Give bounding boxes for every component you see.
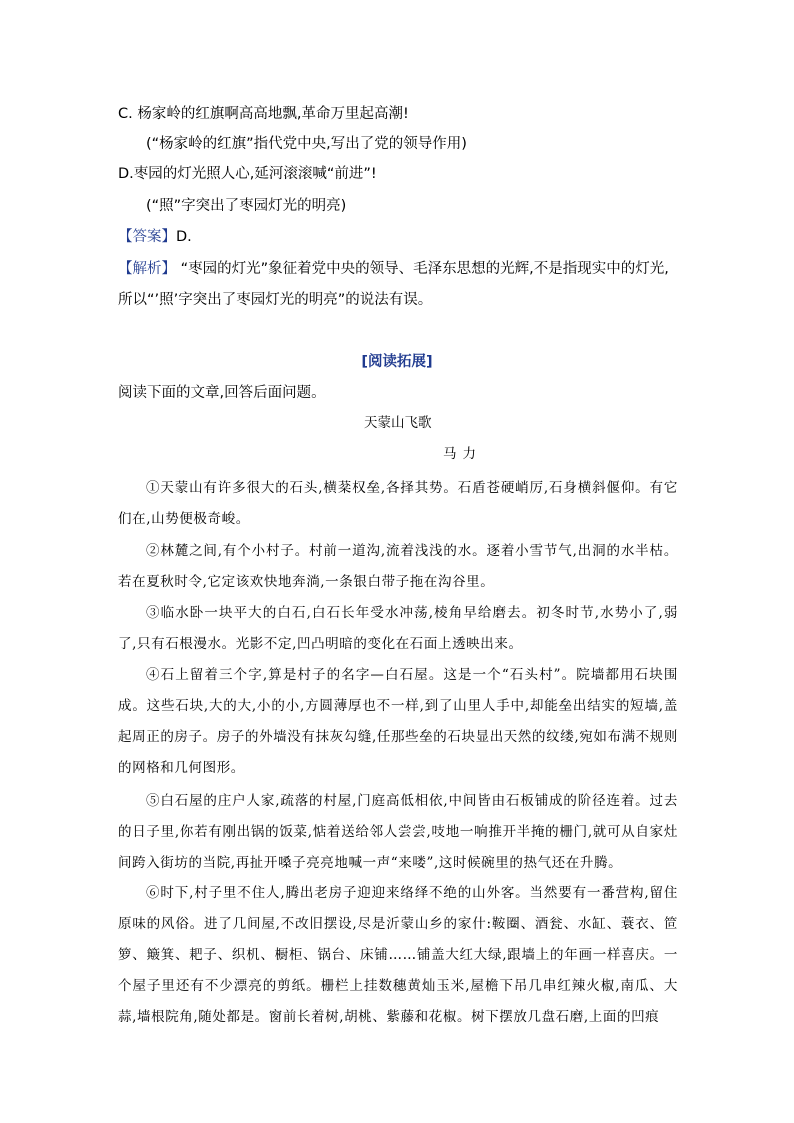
essay-paragraph-1: ①天蒙山有许多很大的石头,横棻权垒,各择其势。石盾苍硬峭厉,石身横斜偃仰。有它们在,山势便极奇峻。 (118, 480, 678, 527)
analysis-text-1: “枣园的灯光”象征着党中央的领导、毛泽东思想的光辉,不是指现实中的灯光, (180, 261, 669, 277)
option-d-note: (“照”字突出了枣园灯光的明亮) (146, 198, 347, 214)
essay-title: 天蒙山飞歌 (364, 415, 432, 431)
essay-paragraph-3: ③临水卧一块平大的白石,白石长年受水冲荡,棱角早给磨去。初冬时节,水势小了,弱了,只有石根漫水。光影不定,凹凸明暗的变化在石面上透映出来。 (118, 605, 678, 652)
section-title: [阅读拓展] (361, 354, 433, 370)
reading-instruction: 阅读下面的文章,回答后面问题。 (118, 385, 326, 401)
answer-line (118, 227, 684, 247)
essay-paragraph-6: ⑥时下,村子里不住人,腾出老房子迎迎来络绎不绝的山外客。当然要有一番营构,留住原味的风俗。进了几间屋,不改旧摆设,尽是沂蒙山乡的家什:鞍圈、酒瓮、水缸、蓑衣、笸箩、簸箕、耙子、织机、橱柜、锅台、床铺……铺盖大红大绿,跟墙上的年画一样喜庆。一个屋子里还有不少漂亮的剪纸。栅栏上挂数穗黄灿玉米,屋檐下吊几串红辣火椒,南瓜、大蒜,墙根院角,随处都是。窗前长着树,胡桃、紫藤和花椒。树下摆放几盘石磨,上面的凹痕 (118, 885, 678, 1025)
option-d: D.枣园的灯光照人心,延河滚滚喊“前进”! (118, 166, 377, 182)
essay-author: 马力 (443, 446, 482, 462)
option-c: C. 杨家岭的红旗啊高高地飘,革命万里起高潮! (118, 106, 409, 122)
answer-value: D. (176, 229, 192, 245)
analysis-line-1 (118, 259, 684, 279)
analysis-label: 【解析】 (118, 261, 176, 277)
option-c-note: (“杨家岭的红旗”指代党中央,写出了党的领导作用) (146, 136, 467, 152)
essay-paragraph-4: ④石上留着三个字,算是村子的名字—白石屋。这是一个“石头村”。院墙都用石块围成。这些石块,大的大,小的小,方圆薄厚也不一样,到了山里人手中,却能垒出结实的短墙,盖起周正的房子。房子的外墙没有抹灰勾缝,任那些垒的石块显出天然的纹缕,宛如布满不规则的网格和几何图形。 (118, 667, 678, 776)
essay-paragraph-5: ⑤白石屋的庄户人家,疏落的村屋,门庭高低相依,中间皆由石板铺成的阶径连着。过去的日子里,你若有刚出锅的饭菜,惦着送给邻人尝尝,吱地一响推开半掩的栅门,就可从自家灶间跨入街坊的当院,再扯开嗓子亮亮地喊一声“来喽”,这时候碗里的热气还在升腾。 (118, 793, 678, 871)
analysis-line-2: 所以“’照’字突出了枣园灯光的明亮”的说法有误。 (118, 292, 433, 308)
essay-paragraph-2: ②林麓之间,有个小村子。村前一道沟,流着浅浅的水。逐着小雪节气,出洞的水半枯。若在夏秋时令,它定该欢快地奔淌,一条银白带子拖在沟谷里。 (118, 543, 678, 590)
answer-label: 【答案】 (118, 229, 176, 245)
